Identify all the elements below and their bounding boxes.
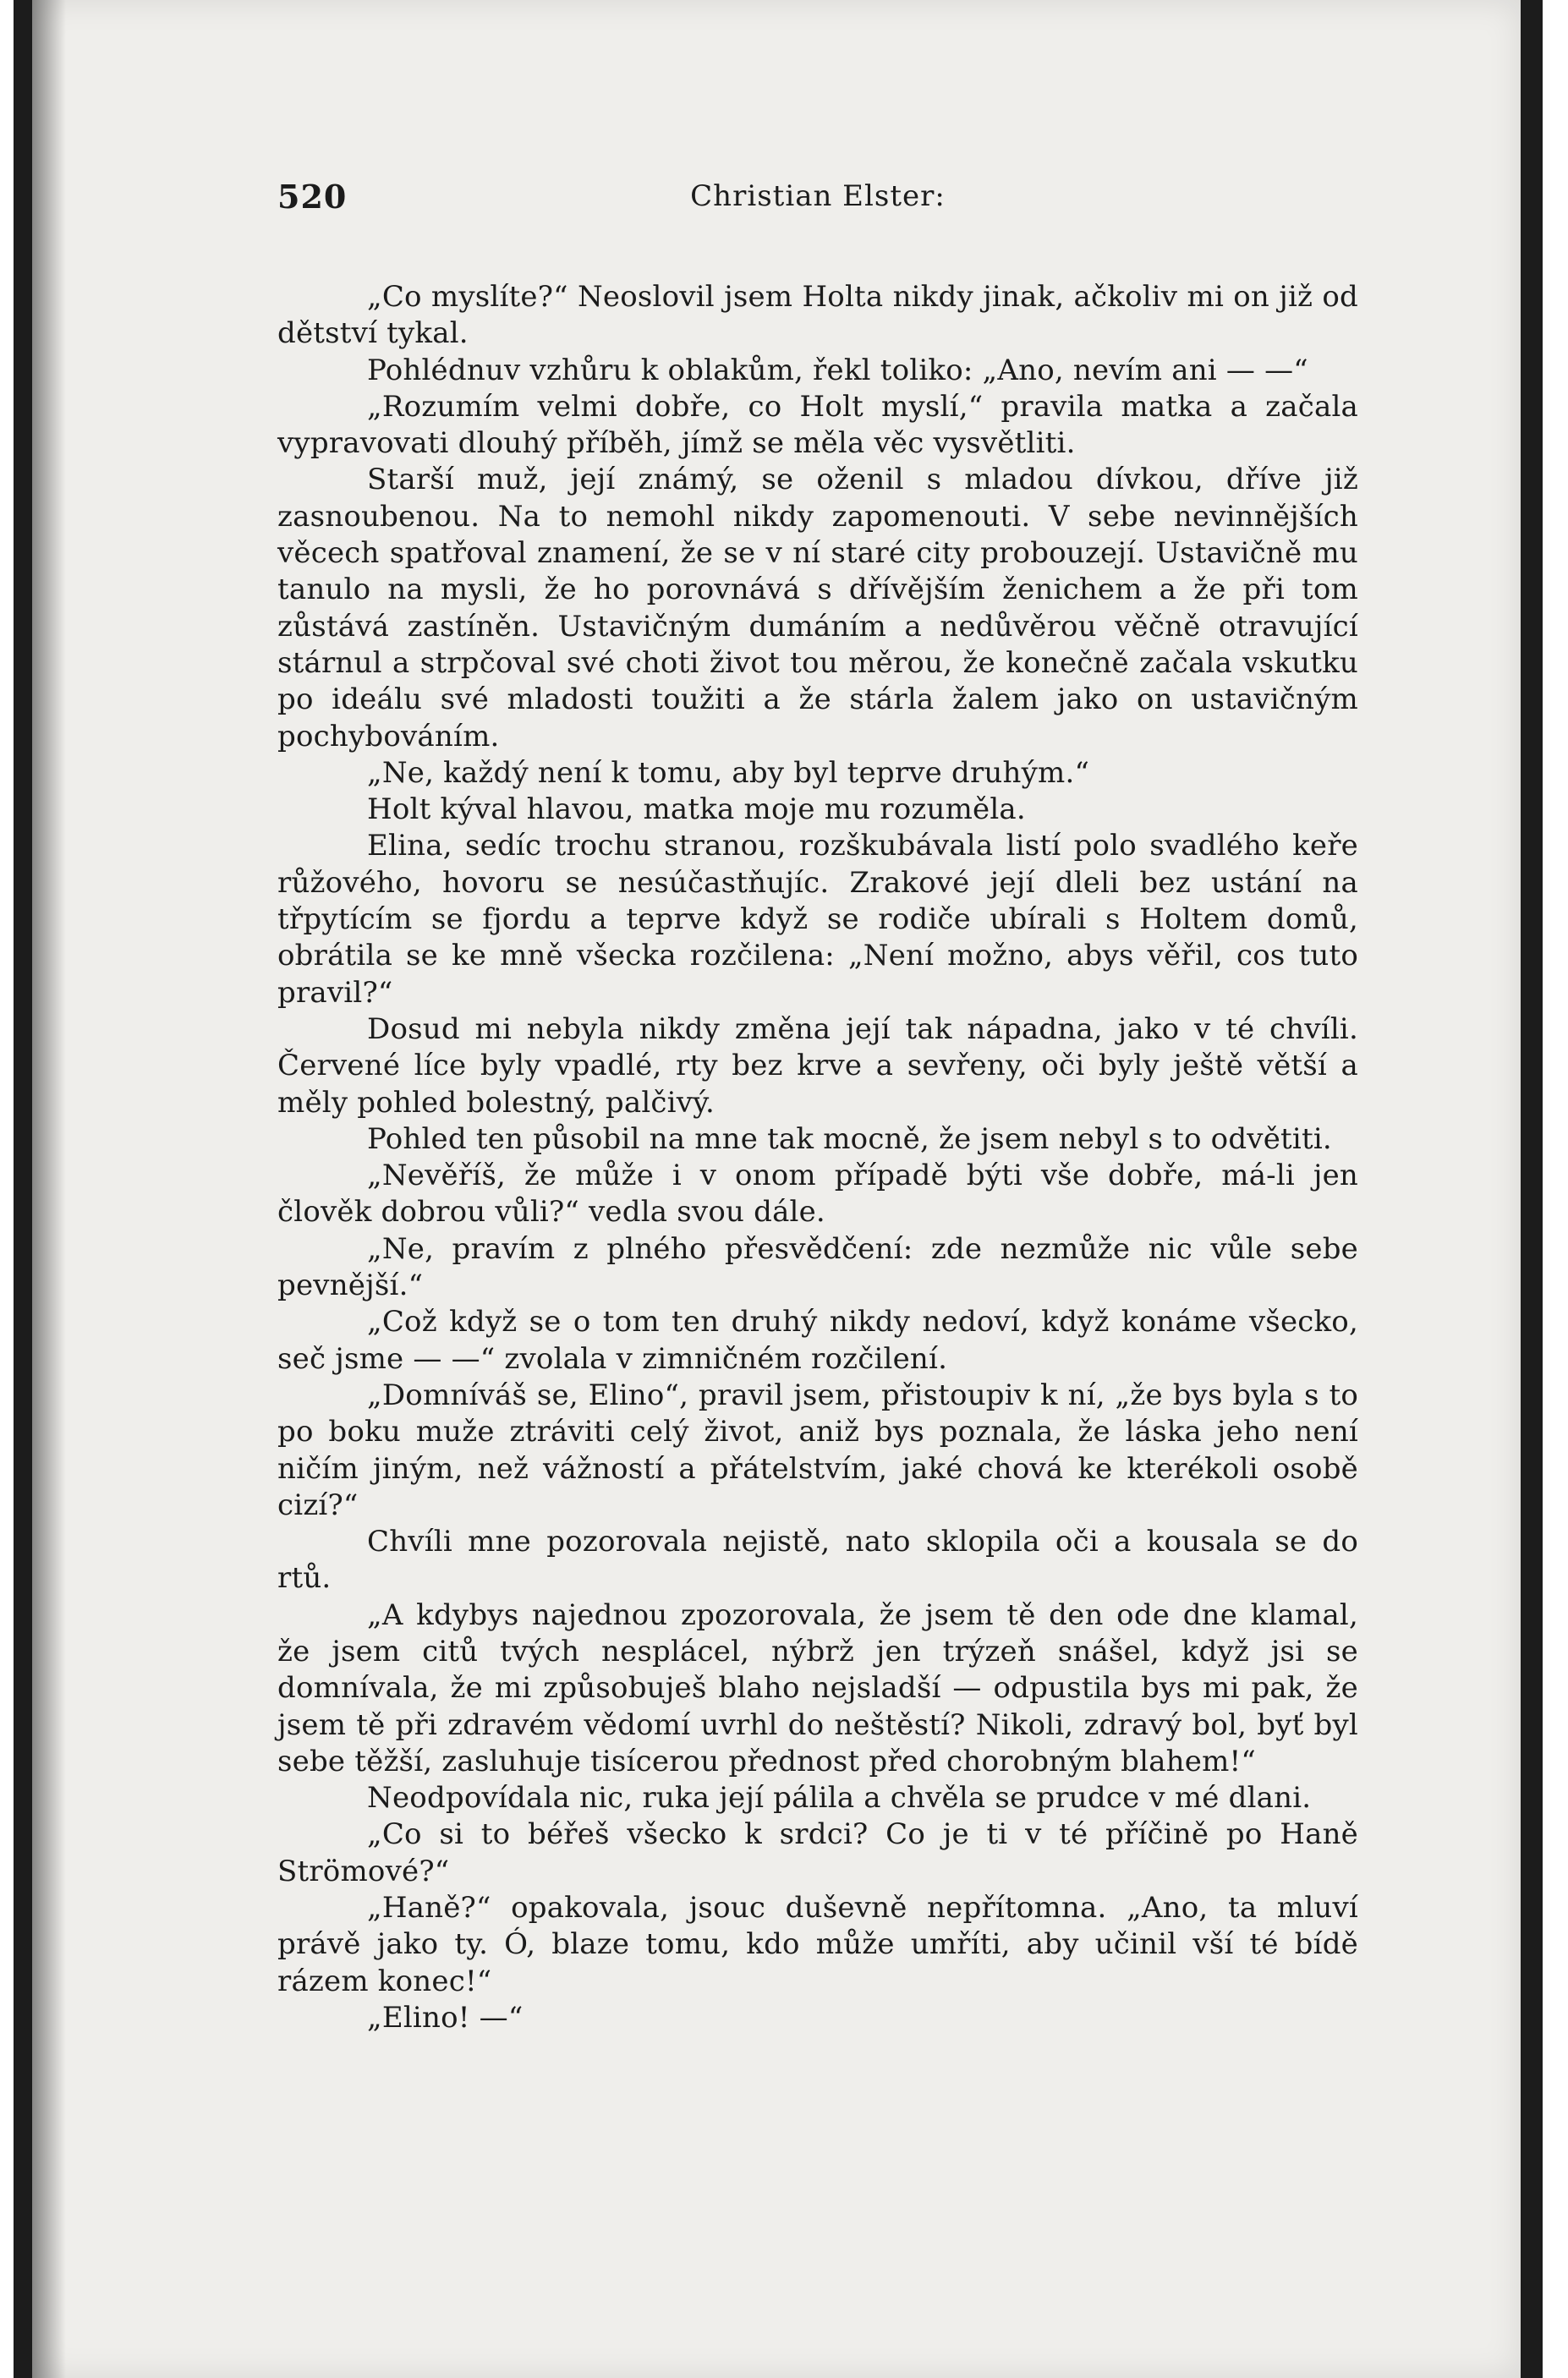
paragraph: „Ne, každý není k tomu, aby byl teprve druhým.“ [367,755,1090,790]
body-text [277,279,1358,2036]
paragraph: „Haně?“ opakovala, jsouc duševně nepřítomna. „Ano, ta mluví právě jako ty. Ó, blaze tomu, kdo může umříti, aby učinil vší té bídě rázem konec!“ [277,1891,1358,1998]
paragraph: Chvíli mne pozorovala nejistě, nato sklopila oči a kousala se do rtů. [277,1525,1358,1596]
page-number: 520 [277,178,348,216]
paragraph: „Co si to béřeš všecko k srdci? Co je ti v té příčině po Haně Strömové?“ [277,1817,1358,1888]
paragraph: Pohled ten působil na mne tak mocně, že jsem nebyl s to odvětiti. [367,1121,1332,1156]
running-head [277,178,1358,237]
paragraph: Holt kýval hlavou, matka moje mu rozuměla. [367,792,1026,827]
paragraph: „Rozumím velmi dobře, co Holt myslí,“ pravila matka a začala vypravovati dlouhý příběh, jímž se měla věc vysvětliti. [277,389,1358,461]
paragraph: Starší muž, její známý, se oženil s mladou dívkou, dříve již zasnoubenou. Na to nemohl nikdy zapomenouti. V sebe nevinnějších věcech spatřoval znamení, že se v ní staré city probouzejí. Ustavičně mu tanulo na mysli, že ho porovnává s dřívějším ženichem a že při tom zůstává zastíněn. Ustavičným dumáním a nedůvěrou věčně otravující stárnul a strpčoval své choti život tou měrou, že konečně začala vskutku po ideálu své mladosti toužiti a že stárla žalem jako on ustavičným pochybováním. [277,463,1358,753]
paragraph: „Co myslíte?“ Neoslovil jsem Holta nikdy jinak, ačkoliv mi on již od dětství tykal. [277,280,1358,351]
left-scan-edge [14,0,32,2378]
paragraph: „Ne, pravím z plného přesvědčení: zde nezmůže nic vůle sebe pevnější.“ [277,1231,1358,1303]
right-scan-edge [1521,0,1543,2378]
paragraph: Pohlédnuv vzhůru k oblakům, řekl toliko: „Ano, nevím ani — —“ [367,353,1308,387]
paragraph: „Což když se o tom ten druhý nikdy nedoví, když konáme všecko, seč jsme — —“ zvolala v zimničném rozčilení. [277,1305,1358,1376]
paragraph: „A kdybys najednou zpozorovala, že jsem tě den ode dne klamal, že jsem citů tvých nesplácel, nýbrž jen trýzeň snášel, když jsi se domnívala, že mi způsobuješ blaho nejsladší — odpustila bys mi pak, že jsem tě při zdravém vědomí uvrhl do neštěstí? Nikoli, zdravý bol, byť byl sebe těžší, zasluhuje tisícerou přednost před chorobným blahem!“ [277,1597,1358,1778]
paragraph: „Nevěříš, že může i v onom případě býti vše dobře, má-li jen člověk dobrou vůli?“ vedla svou dále. [277,1159,1358,1230]
paragraph: Neodpovídala nic, ruka její pálila a chvěla se prudce v mé dlani. [367,1781,1312,1816]
running-title: Christian Elster: [690,179,946,213]
paragraph: „Domníváš se, Elino“, pravil jsem, přistoupiv k ní, „že bys byla s to po boku muže ztráviti celý život, aniž bys poznala, že láska jeho není ničím jiným, než vážností a přátelstvím, jaké chová ke kterékoli osobě cizí?“ [277,1378,1358,1522]
page-content [277,178,1358,2036]
paragraph: Dosud mi nebyla nikdy změna její tak nápadna, jako v té chvíli. Červené líce byly vpadlé, rty bez krve a sevřeny, oči byly ještě větší a měly pohled bolestný, palčivý. [277,1011,1358,1120]
paragraph: „Elino! —“ [367,2000,524,2035]
binding-shadow [32,0,66,2378]
paragraph: Elina, sedíc trochu stranou, rozškubávala listí polo svadlého keře růžového, hovoru se nesúčastňujíc. Zrakové její dleli bez ustání na třpytícím se fjordu a teprve když se rodiče ubírali s Holtem domů, obrátila se ke mně všecka rozčilena: „Není možno, abys věřil, cos tuto pravil?“ [277,829,1358,1010]
